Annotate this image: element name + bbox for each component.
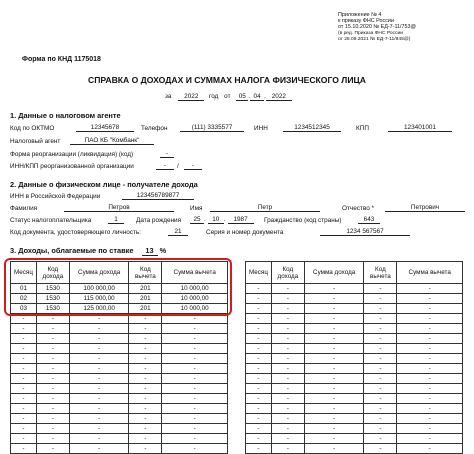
section-person-heading: 2. Данные о физическом лице - получателе дохода — [10, 180, 198, 189]
cell-deduction-code: - — [364, 304, 397, 314]
cell-deduction-sum: - — [162, 444, 228, 454]
cell-deduction-code: - — [364, 394, 397, 404]
header-income-sum: Сумма дохода — [69, 262, 129, 284]
appendix-line-4: (в ред. Приказа ФНС России — [338, 30, 403, 36]
cell-month: - — [246, 404, 272, 414]
cell-income-code: - — [36, 354, 69, 364]
cell-income-code: - — [36, 444, 69, 454]
cell-month: - — [246, 304, 272, 314]
cell-month: - — [11, 314, 37, 324]
appendix-note — [338, 12, 416, 43]
cell-deduction-sum: - — [162, 394, 228, 404]
highlight-box — [4, 258, 232, 316]
cell-income-code: - — [271, 284, 304, 294]
dob-day: 25 — [190, 216, 204, 224]
citizenship-value: 643 — [358, 216, 380, 224]
cell-month: - — [246, 354, 272, 364]
form-code: Форма по КНД 1175018 — [22, 56, 101, 63]
cell-income-sum: - — [304, 364, 364, 374]
cell-income-code: - — [36, 394, 69, 404]
cell-month: 03 — [11, 304, 37, 314]
cell-month: - — [246, 284, 272, 294]
cell-deduction-code: - — [129, 344, 162, 354]
cell-deduction-sum: - — [162, 404, 228, 414]
table-row — [11, 404, 228, 414]
appendix-line-1: Приложение № 4 — [338, 12, 382, 18]
cell-month: - — [11, 444, 37, 454]
cell-month: - — [246, 384, 272, 394]
dob-label: Дата рождения — [136, 217, 182, 224]
appendix-line-2: к приказу ФНС России — [338, 18, 394, 25]
cell-deduction-code: - — [364, 364, 397, 374]
cell-deduction-sum: - — [162, 434, 228, 444]
table-row — [11, 434, 228, 444]
cell-month: - — [11, 414, 37, 424]
cell-month: - — [11, 334, 37, 344]
cell-month: - — [246, 294, 272, 304]
cell-income-sum: 100 000,00 — [69, 284, 129, 294]
section-agent-heading: 1. Данные о налоговом агенте — [10, 111, 121, 120]
header-income-code: Код дохода — [36, 262, 69, 284]
cell-month: - — [11, 424, 37, 434]
patronymic-label: Отчество * — [342, 205, 375, 212]
cell-income-code: - — [271, 304, 304, 314]
table-row — [11, 324, 228, 334]
cell-month: - — [246, 334, 272, 344]
firstname-label: Имя — [190, 205, 203, 212]
cell-income-sum: - — [69, 344, 129, 354]
cell-month: - — [11, 374, 37, 384]
cell-month: - — [11, 384, 37, 394]
cell-deduction-sum: - — [397, 314, 463, 324]
income-heading-text: 3. Доходы, облагаемые по ставке — [10, 246, 134, 255]
cell-month: - — [11, 434, 37, 444]
cell-deduction-sum: - — [162, 334, 228, 344]
cell-income-sum: - — [69, 314, 129, 324]
cell-income-sum: - — [69, 384, 129, 394]
cell-deduction-code: - — [364, 334, 397, 344]
cell-month: - — [246, 414, 272, 424]
table-row — [246, 374, 463, 384]
cell-income-code: - — [36, 424, 69, 434]
cell-deduction-sum: - — [397, 414, 463, 424]
cell-deduction-sum: - — [397, 344, 463, 354]
cell-deduction-code: - — [129, 324, 162, 334]
citizenship-label: Гражданство (код страны) — [264, 217, 342, 224]
cell-deduction-sum: - — [397, 334, 463, 344]
cell-month: - — [246, 444, 272, 454]
cell-deduction-code: 201 — [129, 284, 162, 294]
status-label: Статус налогоплательщика — [10, 217, 92, 224]
cell-deduction-code: - — [364, 324, 397, 334]
cell-deduction-sum: - — [162, 384, 228, 394]
table-row — [246, 424, 463, 434]
table-row — [246, 284, 463, 294]
table-row — [11, 344, 228, 354]
cell-income-sum: - — [304, 444, 364, 454]
table-row — [246, 394, 463, 404]
table-row — [246, 344, 463, 354]
cell-deduction-code: 201 — [129, 294, 162, 304]
table-row — [11, 384, 228, 394]
cell-deduction-code: - — [129, 424, 162, 434]
cell-month: - — [11, 364, 37, 374]
table-row — [11, 374, 228, 384]
cell-deduction-code: - — [364, 404, 397, 414]
cell-income-code: - — [271, 314, 304, 324]
header-deduction-sum: Сумма вычета — [162, 262, 228, 284]
cell-deduction-sum: - — [162, 324, 228, 334]
oktmo-label: Код по ОКТМО — [10, 125, 55, 132]
cell-income-code: - — [36, 404, 69, 414]
appendix-line-5: от 28.09.2021 № ЕД-7-11/845@) — [338, 36, 411, 42]
cell-deduction-code: - — [364, 424, 397, 434]
table-row — [246, 304, 463, 314]
agent-name-label: Налоговый агент — [10, 138, 61, 145]
cell-income-sum: - — [304, 394, 364, 404]
reorg-value: - — [160, 150, 174, 158]
status-value: 1 — [108, 216, 124, 224]
cell-income-code: - — [36, 314, 69, 324]
cell-deduction-code: - — [129, 384, 162, 394]
cell-income-code: - — [271, 354, 304, 364]
surname-value: Петров — [64, 204, 174, 212]
cell-deduction-code: - — [129, 364, 162, 374]
cell-income-code: - — [36, 384, 69, 394]
cell-deduction-sum: - — [397, 434, 463, 444]
table-row — [246, 314, 463, 324]
cell-month: - — [11, 354, 37, 364]
cell-month: - — [11, 394, 37, 404]
cell-deduction-code: - — [129, 354, 162, 364]
table-row — [11, 394, 228, 404]
doc-series-value: 1234 567567 — [320, 228, 410, 236]
appendix-line-3: от 15.10.2020 № ЕД-7-11/753@ — [338, 24, 416, 31]
cell-income-code: - — [271, 324, 304, 334]
dob-year: 1987 — [228, 216, 254, 224]
cell-income-sum: - — [69, 374, 129, 384]
reorg-separator: / — [177, 163, 179, 170]
cell-month: - — [246, 314, 272, 324]
cell-deduction-sum: - — [397, 444, 463, 454]
cell-deduction-code: - — [364, 444, 397, 454]
rate-value: 13 — [142, 246, 158, 256]
cell-income-code: 1530 — [36, 304, 69, 314]
header-income-sum: Сумма дохода — [304, 262, 364, 284]
table-row — [246, 324, 463, 334]
cell-deduction-sum: - — [162, 364, 228, 374]
cell-month: - — [11, 324, 37, 334]
cell-deduction-code: - — [364, 434, 397, 444]
cell-income-code: - — [271, 294, 304, 304]
cell-income-code: - — [36, 374, 69, 384]
cell-income-code: - — [271, 384, 304, 394]
cell-income-sum: - — [69, 434, 129, 444]
cell-deduction-sum: - — [397, 384, 463, 394]
period-year-suffix: год — [209, 93, 219, 100]
dob-sep: . — [223, 216, 226, 223]
cell-deduction-sum: - — [162, 314, 228, 324]
cell-deduction-code: - — [129, 394, 162, 404]
cell-income-code: 1530 — [36, 294, 69, 304]
cell-deduction-code: - — [364, 374, 397, 384]
oktmo-value: 12345678 — [76, 124, 134, 132]
cell-income-sum: - — [69, 364, 129, 374]
cell-income-code: - — [271, 364, 304, 374]
cell-income-sum: 125 000,00 — [69, 304, 129, 314]
cell-deduction-sum: - — [397, 394, 463, 404]
kpp-label: КПП — [356, 125, 369, 132]
cell-income-sum: - — [69, 324, 129, 334]
cell-income-sum: - — [69, 394, 129, 404]
patronymic-value: Петрович — [385, 204, 465, 212]
table-row — [11, 354, 228, 364]
dob-sep: . — [204, 216, 206, 223]
table-row — [246, 334, 463, 344]
cell-deduction-sum: - — [397, 304, 463, 314]
dob-month: 10 — [208, 216, 224, 224]
cell-deduction-code: - — [129, 314, 162, 324]
cell-month: - — [246, 374, 272, 384]
table-row — [246, 434, 463, 444]
firstname-value: Петр — [210, 204, 320, 212]
cell-income-code: - — [271, 334, 304, 344]
cell-deduction-code: - — [364, 344, 397, 354]
cell-income-sum: - — [304, 284, 364, 294]
cell-income-sum: - — [304, 334, 364, 344]
cell-income-code: - — [271, 374, 304, 384]
cell-deduction-sum: - — [397, 294, 463, 304]
cell-month: - — [246, 364, 272, 374]
cell-month: - — [246, 424, 272, 434]
cell-deduction-sum: - — [162, 354, 228, 364]
cell-deduction-sum: - — [397, 284, 463, 294]
doc-series-label: Серия и номер документа — [206, 229, 284, 236]
cell-deduction-sum: - — [397, 364, 463, 374]
phone-label: Телефон — [141, 125, 168, 132]
table-row — [11, 414, 228, 424]
period-from: от — [224, 93, 231, 100]
doc-code-label: Код документа, удостоверяющего личность: — [10, 229, 142, 236]
cell-income-sum: - — [304, 404, 364, 414]
cell-income-sum: - — [69, 414, 129, 424]
cell-deduction-sum: - — [397, 354, 463, 364]
cell-month: 01 — [11, 284, 37, 294]
cell-income-code: - — [271, 414, 304, 424]
cell-deduction-sum: - — [162, 414, 228, 424]
cell-income-sum: - — [304, 434, 364, 444]
date-month: 04 — [250, 93, 264, 101]
surname-label: Фамилия — [10, 205, 38, 212]
cell-deduction-sum: 10 000,00 — [162, 294, 228, 304]
reorg-inn-label: ИНН/КПП реорганизованной организации — [10, 163, 134, 170]
cell-deduction-code: - — [364, 284, 397, 294]
cell-income-sum: - — [304, 314, 364, 324]
cell-deduction-code: - — [129, 334, 162, 344]
cell-income-sum: - — [304, 344, 364, 354]
cell-income-code: - — [36, 344, 69, 354]
header-income-code: Код дохода — [271, 262, 304, 284]
cell-income-sum: - — [304, 304, 364, 314]
rate-unit: % — [159, 246, 167, 255]
cell-deduction-sum: - — [397, 374, 463, 384]
agent-inn-value: 1234512345 — [283, 124, 341, 132]
cell-income-sum: 115 000,00 — [69, 294, 129, 304]
cell-deduction-code: - — [364, 314, 397, 324]
cell-deduction-code: - — [129, 374, 162, 384]
period-prefix: за — [165, 93, 172, 100]
cell-deduction-code: - — [129, 414, 162, 424]
cell-income-sum: - — [69, 424, 129, 434]
table-row — [11, 334, 228, 344]
cell-deduction-sum: - — [162, 344, 228, 354]
table-row — [246, 404, 463, 414]
cell-income-sum: - — [304, 424, 364, 434]
date-sep: . — [248, 93, 251, 100]
income-table-right — [245, 261, 463, 454]
cell-income-sum: - — [304, 374, 364, 384]
cell-deduction-sum: - — [397, 424, 463, 434]
cell-income-sum: - — [304, 324, 364, 334]
cell-deduction-sum: - — [162, 374, 228, 384]
cell-income-sum: - — [69, 354, 129, 364]
cell-month: - — [11, 344, 37, 354]
cell-income-code: - — [36, 364, 69, 374]
header-month: Месяц — [11, 262, 37, 284]
cell-month: - — [11, 404, 37, 414]
reorg-label: Форма реорганизации (ликвидация) (код) — [10, 151, 134, 158]
cell-income-sum: - — [69, 334, 129, 344]
date-sep: . — [264, 93, 266, 100]
cell-month: - — [246, 324, 272, 334]
agent-name-value: ПАО КБ "Комбанк" — [70, 137, 154, 145]
cell-deduction-code: - — [364, 384, 397, 394]
doc-code-value: 21 — [168, 228, 188, 236]
cell-deduction-sum: - — [397, 324, 463, 334]
cell-income-code: - — [36, 434, 69, 444]
cell-deduction-sum: - — [162, 424, 228, 434]
cell-deduction-code: - — [129, 434, 162, 444]
period-line — [165, 93, 292, 101]
cell-income-code: - — [271, 434, 304, 444]
cell-deduction-sum: 10 000,00 — [162, 304, 228, 314]
cell-income-sum: - — [304, 384, 364, 394]
cell-income-code: - — [36, 414, 69, 424]
cell-month: - — [246, 344, 272, 354]
reorg-kpp-value: - — [184, 162, 202, 170]
person-inn-value: 123456789877 — [122, 192, 194, 200]
cell-income-code: - — [36, 324, 69, 334]
cell-deduction-sum: - — [397, 404, 463, 414]
cell-month: 02 — [11, 294, 37, 304]
table-row — [246, 364, 463, 374]
header-deduction-code: Код вычета — [129, 262, 162, 284]
cell-income-sum: - — [304, 414, 364, 424]
cell-income-sum: - — [304, 354, 364, 364]
table-row — [246, 294, 463, 304]
table-row — [246, 354, 463, 364]
cell-income-sum: - — [304, 294, 364, 304]
table-row — [11, 424, 228, 434]
cell-deduction-code: - — [129, 444, 162, 454]
dob-value — [190, 216, 254, 224]
cell-income-code: - — [271, 394, 304, 404]
table-row — [246, 414, 463, 424]
document-title: СПРАВКА О ДОХОДАХ И СУММАХ НАЛОГА ФИЗИЧЕСКОГО ЛИЦА — [88, 75, 366, 85]
cell-income-sum: - — [69, 404, 129, 414]
cell-income-code: - — [36, 334, 69, 344]
cell-income-code: 1530 — [36, 284, 69, 294]
cell-deduction-sum: 10 000,00 — [162, 284, 228, 294]
cell-deduction-code: - — [129, 404, 162, 414]
table-header-row — [246, 262, 463, 284]
header-month: Месяц — [246, 262, 272, 284]
cell-month: - — [246, 434, 272, 444]
date-year: 2022 — [266, 93, 292, 101]
cell-month: - — [246, 394, 272, 404]
cell-deduction-code: - — [364, 414, 397, 424]
date-day: 05 — [236, 93, 248, 101]
cell-deduction-code: - — [364, 354, 397, 364]
cell-income-code: - — [271, 404, 304, 414]
cell-deduction-code: 201 — [129, 304, 162, 314]
cell-income-code: - — [271, 444, 304, 454]
period-year: 2022 — [178, 93, 204, 101]
reorg-inn-value: - — [156, 162, 174, 170]
cell-deduction-code: - — [364, 294, 397, 304]
section-income-heading — [10, 246, 166, 256]
header-deduction-sum: Сумма вычета — [397, 262, 463, 284]
cell-income-sum: - — [69, 444, 129, 454]
person-inn-label: ИНН в Российской Федерации — [10, 193, 101, 200]
inn-label: ИНН — [254, 125, 268, 132]
cell-income-code: - — [271, 344, 304, 354]
cell-income-code: - — [271, 424, 304, 434]
header-deduction-code: Код вычета — [364, 262, 397, 284]
kpp-value: 123401001 — [388, 124, 452, 132]
table-row — [11, 364, 228, 374]
phone-value: (111) 3335577 — [180, 124, 244, 132]
table-row — [246, 384, 463, 394]
